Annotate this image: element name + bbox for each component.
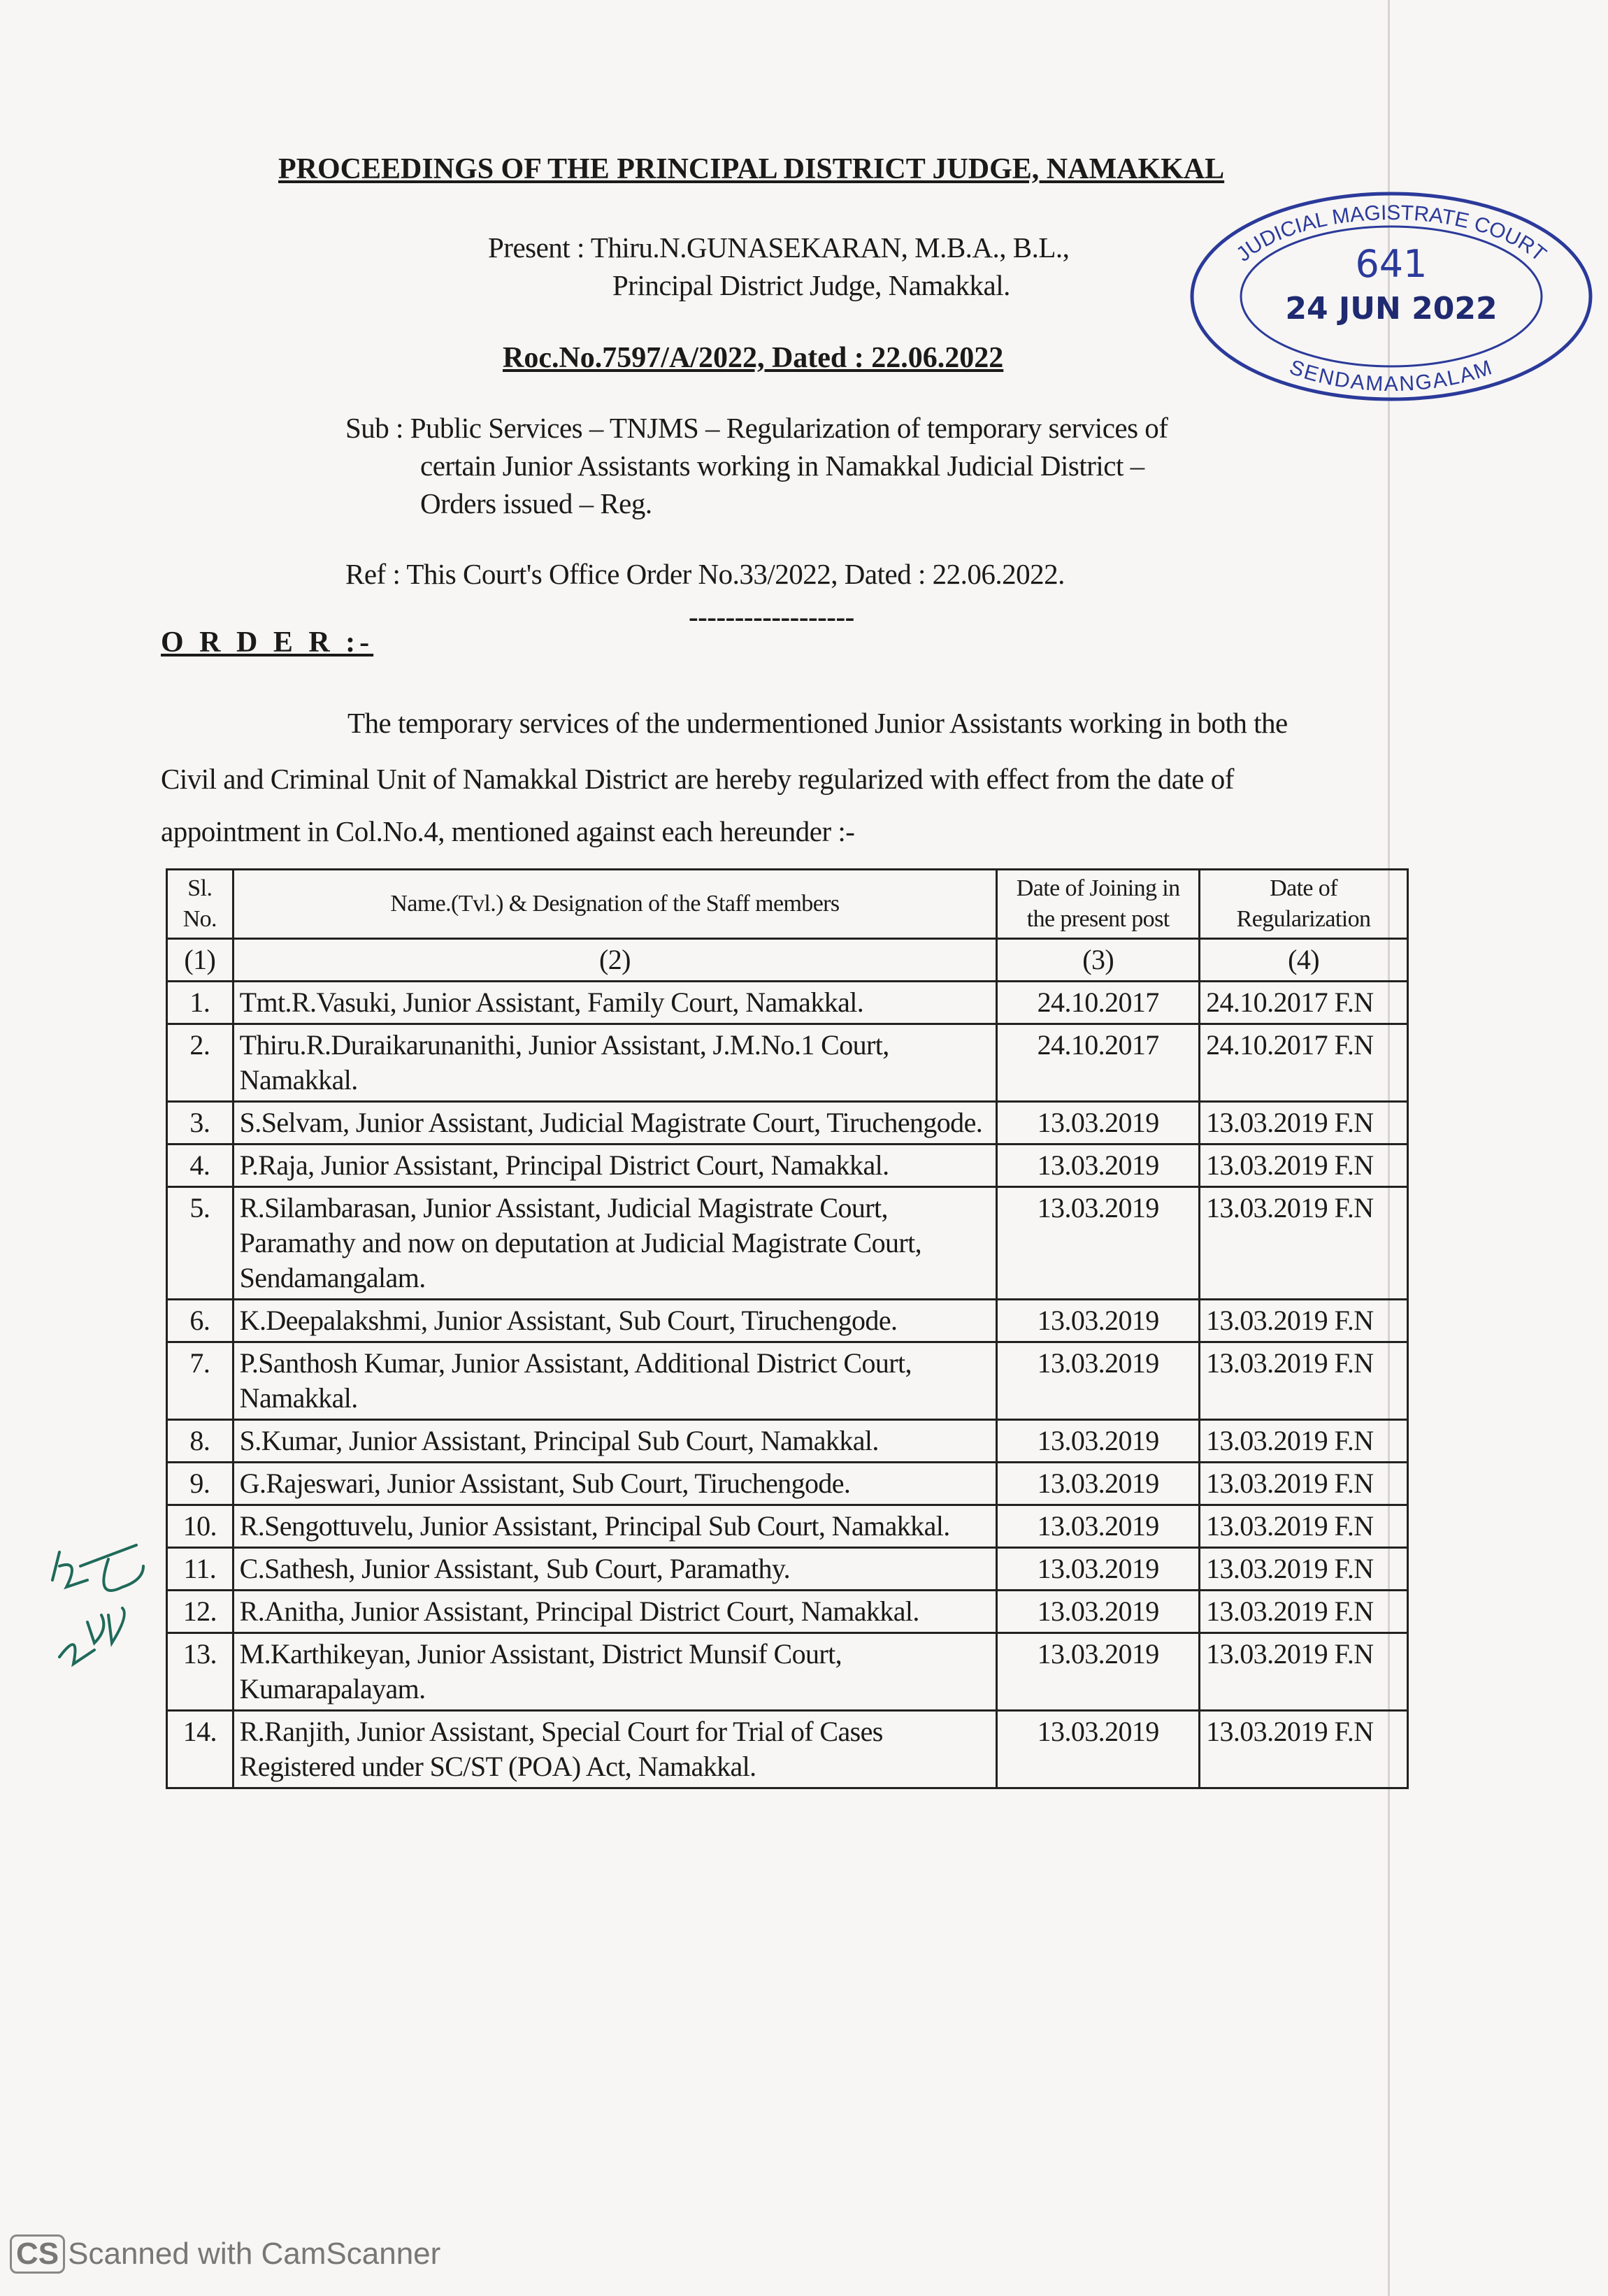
order-paragraph-line-1: The temporary services of the undermentioned Junior Assistants working in both the (347, 707, 1288, 739)
column-number: (2) (233, 939, 997, 982)
cell-date-joining: 13.03.2019 (997, 1633, 1200, 1711)
header-name-designation: Name.(Tvl.) & Designation of the Staff members (233, 870, 997, 939)
cell-date-regularization: 13.03.2019 F.N (1200, 1187, 1408, 1300)
cell-sl-no: 4. (167, 1145, 234, 1187)
table-row (167, 1187, 1408, 1300)
stamp-outer-text: JUDICIAL MAGISTRATE COURT (1232, 201, 1551, 266)
staff-regularization-table (166, 868, 1409, 1789)
table-row (167, 1342, 1408, 1420)
present-line-1: Present : Thiru.N.GUNASEKARAN, M.B.A., B.L., (488, 231, 1070, 264)
column-number: (3) (997, 939, 1200, 982)
column-number: (4) (1200, 939, 1408, 982)
order-paragraph-line-3: appointment in Col.No.4, mentioned against each hereunder :- (161, 815, 855, 847)
cell-name-designation: S.Selvam, Junior Assistant, Judicial Magistrate Court, Tiruchengode. (233, 1102, 997, 1145)
cell-date-joining: 13.03.2019 (997, 1145, 1200, 1187)
reference-line: Ref : This Court's Office Order No.33/2022, Dated : 22.06.2022. (345, 558, 1065, 590)
column-number: (1) (167, 939, 234, 982)
cell-date-joining: 13.03.2019 (997, 1187, 1200, 1300)
cell-name-designation: R.Ranjith, Junior Assistant, Special Court for Trial of Cases Registered under SC/ST (POA) Act, Namakkal. (233, 1711, 997, 1788)
camscanner-watermark (10, 2234, 440, 2274)
cell-sl-no: 12. (167, 1591, 234, 1633)
cell-name-designation: G.Rajeswari, Junior Assistant, Sub Court, Tiruchengode. (233, 1463, 997, 1505)
cell-date-regularization: 13.03.2019 F.N (1200, 1102, 1408, 1145)
cell-date-joining: 13.03.2019 (997, 1463, 1200, 1505)
table-row (167, 1145, 1408, 1187)
present-line-2: Principal District Judge, Namakkal. (612, 269, 1010, 301)
cell-date-joining: 13.03.2019 (997, 1420, 1200, 1463)
column-number-row (167, 939, 1408, 982)
cell-name-designation: Thiru.R.Duraikarunanithi, Junior Assistant, J.M.No.1 Court, Namakkal. (233, 1024, 997, 1102)
cell-name-designation: Tmt.R.Vasuki, Junior Assistant, Family Court, Namakkal. (233, 982, 997, 1024)
cell-sl-no: 6. (167, 1300, 234, 1342)
cell-date-regularization: 13.03.2019 F.N (1200, 1711, 1408, 1788)
table-row (167, 982, 1408, 1024)
cell-name-designation: K.Deepalakshmi, Junior Assistant, Sub Court, Tiruchengode. (233, 1300, 997, 1342)
cell-sl-no: 8. (167, 1420, 234, 1463)
subject-line-2: certain Junior Assistants working in Namakkal Judicial District – (420, 450, 1144, 482)
cell-date-joining: 13.03.2019 (997, 1711, 1200, 1788)
cell-name-designation: S.Kumar, Junior Assistant, Principal Sub Court, Namakkal. (233, 1420, 997, 1463)
handwritten-initials (38, 1538, 157, 1678)
cell-date-joining: 13.03.2019 (997, 1300, 1200, 1342)
cell-date-regularization: 13.03.2019 F.N (1200, 1548, 1408, 1591)
cell-name-designation: R.Anitha, Junior Assistant, Principal District Court, Namakkal. (233, 1591, 997, 1633)
table-row (167, 1505, 1408, 1548)
cell-date-regularization: 13.03.2019 F.N (1200, 1145, 1408, 1187)
subject-line-3: Orders issued – Reg. (420, 487, 652, 519)
order-paragraph-line-2: Civil and Criminal Unit of Namakkal District are hereby regularized with effect from the date of (161, 763, 1234, 795)
cell-sl-no: 2. (167, 1024, 234, 1102)
cell-date-regularization: 13.03.2019 F.N (1200, 1300, 1408, 1342)
table-header-row (167, 870, 1408, 939)
cell-name-designation: P.Santhosh Kumar, Junior Assistant, Additional District Court, Namakkal. (233, 1342, 997, 1420)
camscanner-text: Scanned with CamScanner (68, 2237, 441, 2271)
cell-sl-no: 13. (167, 1633, 234, 1711)
header-date-joining: Date of Joining in the present post (997, 870, 1200, 939)
cell-date-joining: 24.10.2017 (997, 982, 1200, 1024)
cell-date-joining: 13.03.2019 (997, 1505, 1200, 1548)
cell-date-regularization: 13.03.2019 F.N (1200, 1633, 1408, 1711)
roc-number: Roc.No.7597/A/2022, Dated : 22.06.2022 (503, 342, 1004, 374)
cell-sl-no: 3. (167, 1102, 234, 1145)
table-row (167, 1633, 1408, 1711)
cell-name-designation: R.Sengottuvelu, Junior Assistant, Principal Sub Court, Namakkal. (233, 1505, 997, 1548)
stamp-bottom-text: SENDAMANGALAM (1286, 355, 1496, 396)
cell-date-joining: 24.10.2017 (997, 1024, 1200, 1102)
header-sl-no: Sl. No. (167, 870, 234, 939)
cell-sl-no: 11. (167, 1548, 234, 1591)
cell-sl-no: 10. (167, 1505, 234, 1548)
stamp-date: 24 JUN 2022 (1285, 291, 1498, 327)
cell-name-designation: R.Silambarasan, Junior Assistant, Judicial Magistrate Court, Paramathy and now on deputation at Judicial Magistrate Court, Sendamangalam. (233, 1187, 997, 1300)
cell-date-joining: 13.03.2019 (997, 1548, 1200, 1591)
table-row (167, 1548, 1408, 1591)
table-row (167, 1711, 1408, 1788)
cell-name-designation: M.Karthikeyan, Junior Assistant, District Munsif Court, Kumarapalayam. (233, 1633, 997, 1711)
table-row (167, 1591, 1408, 1633)
court-stamp (1189, 192, 1594, 401)
table-row (167, 1420, 1408, 1463)
camscanner-logo-icon: CS (10, 2234, 65, 2274)
document-title: PROCEEDINGS OF THE PRINCIPAL DISTRICT JUDGE, NAMAKKAL (278, 153, 1225, 185)
header-date-regularization: Date of Regularization (1200, 870, 1408, 939)
cell-date-regularization: 13.03.2019 F.N (1200, 1342, 1408, 1420)
table-row (167, 1102, 1408, 1145)
cell-sl-no: 1. (167, 982, 234, 1024)
cell-date-joining: 13.03.2019 (997, 1342, 1200, 1420)
cell-date-regularization: 24.10.2017 F.N (1200, 1024, 1408, 1102)
cell-date-joining: 13.03.2019 (997, 1591, 1200, 1633)
subject-line-1: Sub : Public Services – TNJMS – Regularization of temporary services of (345, 412, 1168, 444)
table-row (167, 1024, 1408, 1102)
table-row (167, 1463, 1408, 1505)
cell-name-designation: P.Raja, Junior Assistant, Principal District Court, Namakkal. (233, 1145, 997, 1187)
cell-sl-no: 7. (167, 1342, 234, 1420)
cell-sl-no: 5. (167, 1187, 234, 1300)
cell-sl-no: 14. (167, 1711, 234, 1788)
stamp-number: 641 (1355, 242, 1428, 286)
svg-text:SENDAMANGALAM (1286, 356, 1496, 396)
cell-date-regularization: 13.03.2019 F.N (1200, 1463, 1408, 1505)
separator-dashes: ------------------ (689, 601, 854, 633)
cell-date-regularization: 13.03.2019 F.N (1200, 1420, 1408, 1463)
cell-sl-no: 9. (167, 1463, 234, 1505)
table-row (167, 1300, 1408, 1342)
cell-date-regularization: 13.03.2019 F.N (1200, 1591, 1408, 1633)
cell-date-joining: 13.03.2019 (997, 1102, 1200, 1145)
cell-date-regularization: 13.03.2019 F.N (1200, 1505, 1408, 1548)
cell-name-designation: C.Sathesh, Junior Assistant, Sub Court, Paramathy. (233, 1548, 997, 1591)
cell-date-regularization: 24.10.2017 F.N (1200, 982, 1408, 1024)
order-heading: O R D E R :- (161, 626, 374, 659)
